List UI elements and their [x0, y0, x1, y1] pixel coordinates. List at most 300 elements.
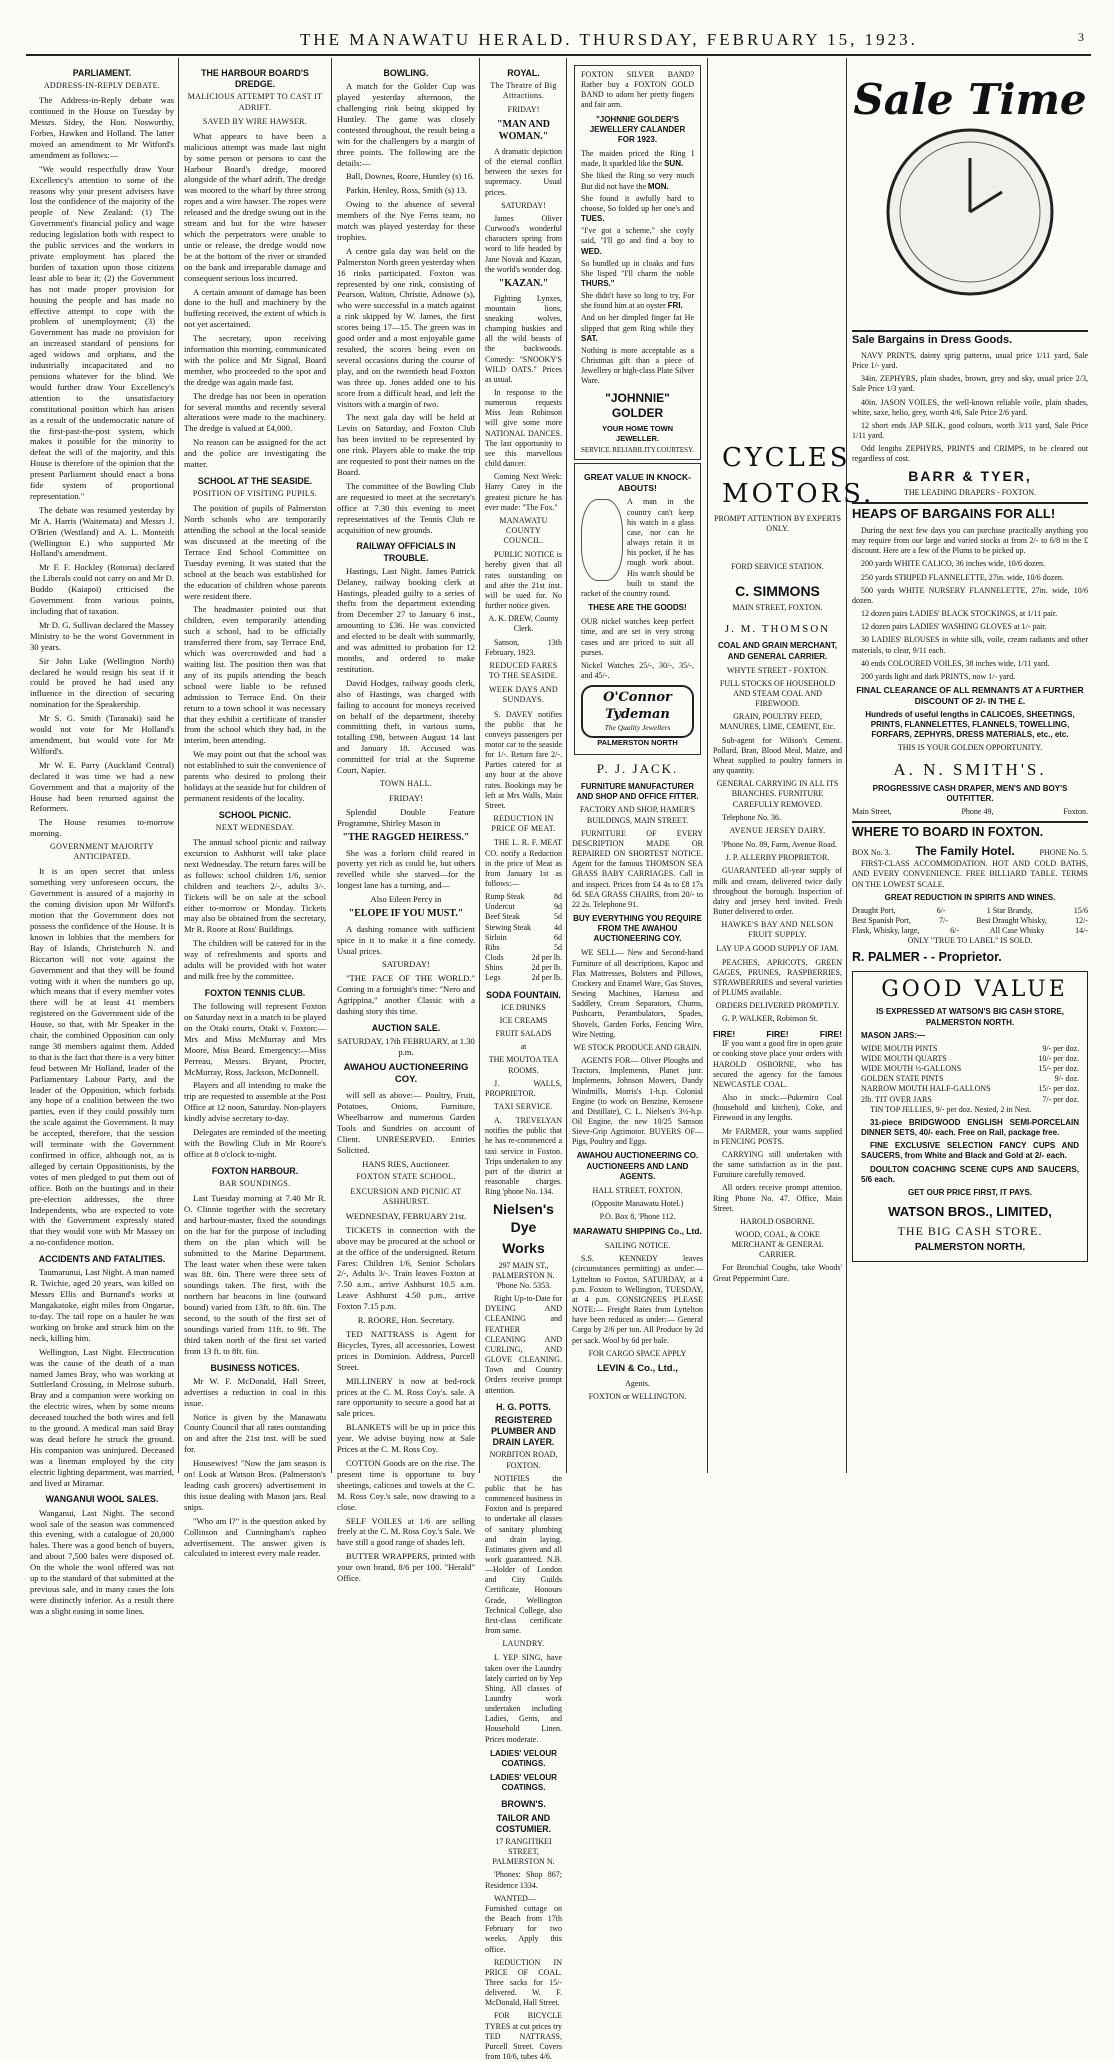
fruit-supply-heading: HAWKE'S BAY AND NELSON FRUIT SUPPLY. — [721, 920, 834, 940]
article-paragraph: Notice is given by the Manawatu County Council that all rates outstanding on and after the 21st inst. will be sued for. — [184, 1411, 326, 1455]
article-paragraph: The following will represent Foxton on Saturday next in a match to be played on the Otaki courts, Otaki v. Foxton:—Mrs and Miss McMurray and Mrs Moore, Miss Beard. Emergency:—Miss Perreau, Messrs. Bryant, Procter, McMurray, Ross, Jackson, McDonnell. — [184, 1001, 326, 1077]
day-label: FRIDAY! — [507, 105, 540, 115]
barr-tyer-name: BARR & TYER, — [908, 467, 1032, 484]
spirit-name: Best Draught Whisky, — [976, 916, 1047, 926]
bargains-opportunity: THIS IS YOUR GOLDEN OPPORTUNITY. — [897, 743, 1043, 753]
calendar-line — [581, 194, 694, 224]
meat-cut: Shins — [485, 963, 503, 973]
headline-business-notices: BUSINESS NOTICES. — [210, 1362, 300, 1373]
article-paragraph: No reason can be assigned for the act and the police are investigating the matter. — [184, 437, 326, 470]
barr-tyer-ad — [852, 330, 1088, 498]
calendar-text: So bundled up in cloaks and furs She lisped "I'll charm the noble — [581, 258, 694, 278]
article-paragraph: She was a forlorn child reared in poverty yet rich as could be, but others revelled while she starved—for the longest lane has a turning, and— — [337, 847, 475, 891]
article-paragraph: Mr S. G. Smith (Taranaki) said he would not vote for Mr Holland's amendment, but would vote for Mr Wilford's. — [30, 713, 174, 756]
subhead-saved: SAVED BY WIRE HAWSER. — [202, 116, 308, 126]
headline-school-seaside: SCHOOL AT THE SEASIDE. — [197, 476, 313, 486]
meat-price-row — [485, 892, 562, 902]
buy-everything-heading: BUY EVERYTHING YOU REQUIRE FROM THE AWAHOU AUCTIONEERING COY. — [573, 914, 702, 944]
headline-school-picnic: SCHOOL PICNIC. — [218, 809, 292, 820]
calendar-line — [581, 171, 694, 191]
calendar-text: She didn't have so long to try, For she found him at an oyster — [581, 291, 694, 311]
hotel-name: The Family Hotel. — [915, 844, 1015, 859]
fruit-supply-jam: LAY UP A GOOD SUPPLY OF JAM. — [716, 944, 839, 954]
article-paragraph: James Oliver Curwood's wonderful characters spring from word to life headed by Jane Novak and Kazan, the world's wonder dog. — [485, 213, 562, 274]
knockabouts-prices: Nickel Watches 25/-, 30/-, 35/-, and 45/-. — [581, 660, 694, 680]
article-paragraph: PUBLIC NOTICE is hereby given that all rates outstanding on and after the 21st inst. will be sued for. No further notice given. — [485, 550, 562, 611]
fire-word: FIRE! — [819, 1028, 842, 1039]
headline-soda-fountain: SODA FOUNTAIN. — [486, 989, 561, 1000]
jar-row — [861, 1084, 1079, 1094]
awahou-address: HALL STREET, FOXTON. — [592, 1185, 683, 1195]
thomson-carrying: GENERAL CARRYING IN ALL ITS BRANCHES. FURNITURE CAREFULLY REMOVED. — [716, 779, 839, 809]
headline-potts: H. G. POTTS. — [496, 1401, 551, 1412]
good-value-subtitle: IS EXPRESSED AT WATSON'S BIG CASH STORE, PALMERSTON NORTH. — [876, 1007, 1064, 1027]
subhead-week-days: WEEK DAYS AND SUNDAYS. — [489, 685, 558, 705]
meat-price-row — [485, 912, 562, 922]
fire-word: FIRE! — [713, 1028, 736, 1039]
notice-date: Sanson, 13th February, 1923. — [485, 637, 562, 657]
headline-meat-price: REDUCTION IN PRICE OF MEAT. — [491, 814, 556, 834]
dress-goods-item: Odd lengths ZEPHYRS, PRINTS and CRIMPS, to be cleared out regardless of cost. — [852, 444, 1088, 464]
meat-price-row — [485, 923, 562, 933]
shipping-apply: FOR CARGO SPACE APPLY — [588, 1348, 687, 1358]
article-paragraph: Delegates are reminded of the meeting with the Bowling Club in Mr Roore's office at 8 o'clock to-night. — [184, 1127, 326, 1159]
classified-ad: FOR BICYCLE TYRES at cut prices try TED NATTRASS, Purcell Street. Covers from 10/6, tubes 4/6. — [485, 2011, 562, 2062]
article-paragraph: A dramatic depiction of the eternal conflict between the sexes for supremacy. Usual prices. — [485, 147, 562, 197]
meat-cut: Rump Steak — [485, 892, 525, 902]
headline-browns: BROWN'S. — [501, 1799, 546, 1810]
article-paragraph: Parkin, Henley, Ross, Smith (s) 13. — [346, 185, 467, 196]
article-paragraph: The next gala day will be held at Levin on Saturday, and Foxton Club has been invited to be represented by one rink. Players able to make the trip are requested to post their names on the Board. — [337, 412, 475, 477]
meat-price: 2d per lb. — [531, 953, 562, 963]
oconnor-tydeman-logo — [581, 685, 694, 738]
meat-cut: Sirloin — [485, 932, 507, 942]
soda-item: ICE DRINKS — [501, 1002, 546, 1012]
fire-body: All orders receive prompt attention. Ring Phone No. 47. Office, Main Street. — [713, 1183, 842, 1213]
article-paragraph: Owing to the absence of several members of the Nye Ferns team, no match was played yesterday for these trophies. — [337, 199, 475, 242]
dairy-proprietor: J. P. ALLERBY PROPRIETOR. — [725, 853, 830, 863]
knockabouts-body: A man in the country can't keep his watch in a glass case, nor can he always retain it in his pocket, if he has rough work about. His watch should be built to stand the racket of the country round. — [581, 497, 694, 598]
buy-everything-body: WE SELL— New and Second-hand Furniture of all descriptions, Kapoc and Flax Mattresses, Bolsters and Pillows, Crockery and Enamel Ware, Gas Stoves, Sewing Machines, Harness and Saddlery, Cream Separators, Churns, Pushcarts, Perambulators, Spades, Shovels, Garden Forks, Fencing Wire, Wire Netting. — [572, 948, 703, 1039]
article-paragraph: We may point out that the school was not established to suit the convenience of parents who desired to prolong their holidays at the seaside but for children of permanent residents of the locality. — [184, 749, 326, 803]
bargains-final: FINAL CLEARANCE OF ALL REMNANTS AT A FURTHER DISCOUNT OF 2/- IN THE £. — [856, 684, 1084, 706]
hotel-box: BOX No. 3. — [852, 848, 891, 858]
column-divider — [178, 58, 179, 1473]
fire-body: Also in stock:—Pukemiro Coal (household and kitchen), Coke, and Firewood in any lengths. — [713, 1093, 842, 1123]
address: 17 RANGITIKEI STREET, PALMERSTON N. — [492, 1836, 555, 1867]
headline-laundry: LAUNDRY. — [502, 1639, 545, 1649]
classified-ad: BLANKETS will be up in price this year. We advise buying now at Sale Prices at the C. M. Ross Coy. — [337, 1422, 475, 1455]
article-paragraph: The committee of the Bowling Club are requested to meet at the secretary's office at 7.30 this evening to meet representatives of the Tennis Club re acquisition of new grounds. — [337, 480, 475, 535]
logo-name: O'Connor Tydeman — [603, 690, 672, 722]
cough-cure: For Bronchial Coughs, take Woods' Great Peppermint Cure. — [713, 1263, 842, 1283]
dye-works-address: 297 MAIN ST., PALMERSTON N. 'Phone No. 5353. — [492, 1260, 555, 1291]
article-paragraph: THE L. R. F. MEAT CO. notify a Reduction in the price of Meat as from January 1st as follows:— — [485, 838, 562, 889]
dress-goods-item: 40in. JASON VOILES, the well-known reliable voile, plain shades, white, saxe, helio, grey, worth 4/6, Sale Price 2/6 yard. — [852, 397, 1088, 417]
jar-item: GOLDEN STATE PINTS — [861, 1074, 944, 1084]
jar-price: 10/- per doz. — [1038, 1054, 1079, 1064]
mason-jars-list — [861, 1044, 1079, 1105]
article-paragraph: It is an open secret that unless something very unforeseen occurs, the Government is assured of a majority in the coming division upon Mr Wilford's motion that the Government does not possess the confidence of the House. It is known in lobbies that the members for Bay of Islands, Christchurch N. and Riccarton will not vote against the Government and that they will be found voting with it when the numbers go up, which means that if every member votes there will be at least 41 members registered on the Government side of the House, so that, with Mr Speaker in the chair, the combined Opposition can only range 38 members against them. Added to that is the fact that there is a very bitter feud between Mr Holland, leader of the Parliamentary Labour Party, and the leader of the Opposition, which forbids any hope of a coalition between the two parties, even if they could possibly turn the scale against the Government. It may be accepted, therefore, that the session will terminate with the Government confirmed in office, although not, as is alleged by certain Oppositionists, by the votes of men pledged to put them out of office. Both on the hustings and in their pre-election addresses, the three Independents, who are expected to vote with the Government expressly stated that they would vote with Mr Massey on a no-confidence motion. — [30, 866, 174, 1248]
bargain-item: 12 dozen pairs LADIES' WASHING GLOVES at 1/- pair. — [861, 622, 1047, 632]
column-divider — [846, 58, 847, 1473]
classified-ad: WANTED—Furnished cottage on the Beach from 17th February for two weeks. Apply this office. — [485, 1893, 562, 1954]
headline-foxton-harbour: FOXTON HARBOUR. — [211, 1165, 299, 1176]
bargain-item: 30 LADIES' BLOUSES in white silk, voile, cream radiants and other materials, to clear, 9/11 each. — [852, 635, 1088, 655]
dinner-sets: 31-piece BRIDGWOOD ENGLISH SEMI-PORCELAIN DINNER SETS, 40/- each. Free on Rail, package free. — [861, 1117, 1079, 1138]
dairy-heading: AVENUE JERSEY DAIRY. — [729, 825, 826, 835]
mason-jars-heading: MASON JARS:— — [861, 1030, 926, 1040]
an-smith-town: Foxton. — [1063, 807, 1088, 817]
signature: HANS RIES, Auctioneer. — [362, 1158, 450, 1169]
headline-taxi: TAXI SERVICE. — [493, 1102, 554, 1111]
spirits-row — [852, 916, 1088, 926]
watson-name: WATSON BROS., LIMITED, — [888, 1204, 1052, 1220]
meat-cut: Undercut — [485, 902, 515, 912]
article-paragraph: What appears to have been a malicious attempt was made last night by some person or persons to cast the Harbour Board's dredge, moored alongside of the wharf adrift. The dredge was moored to the wharf by three strong ropes and a wire hawser. The ropes were released and the dredge swung out in the stream and but for the wire hawser which the perpetrators were unable to untie or release, the dredge would now be at the bottom of the river or stranded on the bank and irreparable damage and consequent serious loss incurred. — [184, 130, 326, 283]
calendar-line — [581, 313, 694, 343]
meat-price-row — [485, 963, 562, 973]
spirit-price: 6/- — [936, 905, 946, 915]
classified-ad: SELF VOILES at 1/6 are selling freely at the C. M. Ross Coy.'s Sale. We have still a good range of shades left. — [337, 1515, 475, 1548]
article-paragraph: The secretary, upon receiving information this morning, communicated with the police and Mr Signal, Board member, who proceeded to the spot and the dredge was again made fast. — [184, 333, 326, 387]
article-paragraph: A match for the Golder Cup was played yesterday afternoon, the challenging rink being skipped by Huntley. The game was closely contested throughout, the result being a win for the challengers by a margin of three points. The following are the details:— — [337, 81, 475, 168]
headline-bowling: BOWLING. — [383, 68, 429, 78]
article-paragraph: Mr W. F. McDonald, Hall Street, advertises a reduction in coal in this issue. — [184, 1375, 326, 1408]
bargain-item: 40 ends COLOURED VOILES, 38 inches wide, 1/11 yard. — [861, 658, 1050, 668]
fruit-supply-body: PEACHES, APRICOTS, GREEN GAGES, PRUNES, RASPBERRIES, STRAWBERRIES and several varieties of PLUMS available. — [713, 957, 842, 998]
article-paragraph: The position of pupils of Palmerston North schools who are temporarily attending the school at the local seaside was discussed at the meeting of the Terrace End School Committee on Tuesday evening. It was stated that the school at the beach was established for the education of children whose parents were resident there. — [184, 503, 326, 601]
meat-price-list — [485, 892, 562, 983]
simmons-name: C. SIMMONS — [735, 582, 820, 599]
subhead-visiting-pupils: POSITION OF VISITING PUPILS. — [192, 489, 318, 499]
logo-town: PALMERSTON NORTH — [597, 737, 678, 747]
knockabouts-ad — [574, 463, 701, 755]
article-paragraph: Coming Next Week: Harry Carey in the greatest picture he has ever made: "The Fox." — [485, 472, 562, 512]
soda-item: ICE CREAMS — [499, 1015, 548, 1025]
calendar-text: She liked the Ring so very much But did not have the — [581, 171, 694, 191]
excursion-date: WEDNESDAY, FEBRUARY 21st. — [345, 1210, 467, 1221]
jar-row — [861, 1095, 1079, 1105]
jar-row — [861, 1054, 1079, 1064]
address: NORBITON ROAD, FOXTON. — [489, 1450, 558, 1470]
headline-dredge: THE HARBOUR BOARD'S DREDGE. — [201, 68, 309, 90]
spirits-price-list — [852, 906, 1088, 936]
watson-subtitle: THE BIG CASH STORE. — [897, 1223, 1043, 1238]
day-label: FRIDAY! — [388, 793, 424, 804]
value-reliability: RELIABILITY — [612, 446, 656, 455]
meat-cut: Clods — [485, 953, 504, 963]
meat-price: 6d — [554, 932, 562, 942]
article-paragraph: Last Tuesday morning at 7.40 Mr R. O. Clinnie together with the secretary and harbour-master, fixed the soundings on the bar for the purpose of including them on the plan which will be submitted to the Marine Department. The least water when these were taken was 8ft. 6in. There were three sets of soundings taken. The first, with the northern bar beacons in line (outward bound) varied from 13ft. to 8ft. 6in. The second, to the south of the first set of soundings varied from 11ft. to 9ft. The third taken north of the first set varied from 13 ft. to 8ft. 6in. — [184, 1193, 326, 1356]
feature-title: "KAZAN." — [498, 277, 549, 289]
jar-item: NARROW MOUTH HALF-GALLONS — [861, 1084, 991, 1094]
article-paragraph: The dredge has not been in operation for several months and recently several alterations were made to the machinery. The dredge is valued at £4,000. — [184, 390, 326, 434]
buy-everything-body-2: AGENTS FOR— Oliver Ploughs and Tractors, Implements, Planet junr. Implements, Johnson Mowers, Dandy Windmills, Morris's 1-h.p. Colonial Engine (to work on Benzine, Kerosene and Distillate), C. L. Nielsen's 3½-h.p. Oil Engine, the new 10/25 Samson Sieve-Grip Agrimotor. BUYERS OF— Pigs, Poultry and Eggs. — [572, 1056, 703, 1147]
watson-bros-ad — [852, 971, 1088, 1262]
classified-ad: MILLINERY is now at bed-rock prices at the C. M. Ross Coy's. sale. A rare opportunity to secure a good hat at sale prices. — [337, 1375, 475, 1419]
price-first: GET OUR PRICE FIRST, IT PAYS. — [907, 1187, 1033, 1197]
article-paragraph: Ball, Downes, Roore, Huntley (s) 16. — [346, 171, 475, 182]
family-hotel-ad — [852, 821, 1088, 965]
calendar-line — [581, 149, 694, 169]
jar-row — [861, 1044, 1079, 1054]
bargains-heading: HEAPS OF BARGAINS FOR ALL! — [852, 506, 1056, 522]
article-paragraph: Players and all intending to make the trip are requested to assemble at the Post Office at 12 noon, Saturday. Non-players kindly advise secretary to-day. — [184, 1080, 326, 1124]
article-paragraph: A. TREVELYAN notifies the public that he has re-commenced a taxi service in Foxton. Trips undertaken to any part of the district at reasonable charges. Ring 'phone No. 134. — [485, 1116, 562, 1197]
phones: 'Phones: Shop 867; Residence 1334. — [485, 1870, 562, 1890]
thomson-phone: Telephone No. 36. — [722, 812, 781, 822]
dairy-phone: 'Phone No. 89, Farm, Avenue Road. — [722, 840, 837, 850]
pj-jack-name: P. J. JACK. — [596, 761, 679, 777]
subhead-excursion: EXCURSION AND PICNIC AT ASHHURST. — [350, 1186, 462, 1206]
article-paragraph: Hastings, Last Night. James Patrick Delaney, railway booking clerk at Hastings, pleaded guilty to a series of thefts from the department extending from December 27 to January 6 inst., amounting to £36. He was convicted and elected to be dealt with summarily, and was admitted to probation for 12 months, and ordered to make restitution. — [337, 565, 475, 674]
meat-price: 4d — [554, 922, 562, 932]
meat-price: 5d — [554, 912, 562, 922]
jar-price: 9/- per doz. — [1042, 1043, 1079, 1053]
dress-goods-heading: Sale Bargains in Dress Goods. — [852, 334, 1013, 346]
calendar-day: SUN. — [664, 159, 684, 169]
sale-time-banner — [852, 62, 1088, 330]
jeweller-name: "JOHNNIE" GOLDER — [605, 390, 670, 420]
awahou-address-2: (Opposite Manawatu Hotel.) — [591, 1199, 684, 1209]
fire-banner — [713, 1029, 842, 1040]
good-value-title: GOOD VALUE — [881, 977, 1068, 1003]
meat-price-row — [485, 953, 562, 963]
sale-time-illustration — [852, 62, 1088, 324]
calendar-text: "I've got a scheme," she coyly said, "I'll go and find a boy to — [581, 226, 694, 246]
bargain-item: 200 yards light and dark PRINTS, now 1/- yard. — [861, 671, 1016, 681]
subhead-address-debate: ADDRESS-IN-REPLY DEBATE. — [43, 81, 161, 91]
thomson-grain: GRAIN, POULTRY FEED, MANURES, LIME, CEMENT, Etc. — [719, 712, 836, 732]
day-label: SATURDAY! — [382, 959, 430, 970]
calendar-text: The maiden priced the Ring I made, It sparkled like the — [581, 149, 694, 169]
spirit-name: 1 Star Brandy, — [986, 905, 1033, 915]
meat-price-row — [485, 973, 562, 983]
article-paragraph: Wellington, Last Night. Electrocution was the cause of the death of a man named James Bray, who was working at Suttlerland Crossing, in Melrose suburb. Bray and a companion were working on the electric wires, when by some means deceased touched the both wires and fell to the ground. A medical man said Bray was dead before he struck the ground. His companion was uninjured. Deceased was a lineman employed by the city electric lighting department, was married, and lived at Miramar. — [30, 1346, 174, 1488]
article-paragraph: Also Eileen Percy in — [370, 894, 442, 905]
cycles-prompt: PROMPT ATTENTION BY EXPERTS ONLY. — [714, 514, 841, 534]
meat-cut: Ribs — [485, 942, 500, 952]
meat-cut: Legs — [485, 973, 501, 983]
article-paragraph: Fighting Lynxes, mountain lions, sneaking wolves, champing huskies and all the wild beasts of the backwoods. Comedy: "SNOOKY'S WILD OATS." Prices as usual. — [485, 293, 562, 384]
pj-jack-heading: FURNITURE MANUFACTURER AND SHOP AND OFFICE FITTER. — [576, 781, 699, 801]
article-paragraph: "Who am I?" is the question asked by Collinson and Cunningham's rapheo advertisement. The answer given is calculated to interest every male reader. — [184, 1515, 326, 1559]
spirit-price: 6/- — [950, 926, 960, 936]
column-2 — [180, 60, 330, 1559]
jeweller-tagline: YOUR HOME TOWN JEWELLER. — [601, 424, 674, 443]
logo-subtitle: The Quality Jewellers — [604, 723, 671, 733]
article-paragraph: A dashing romance with sufficient spice in it to make it a fine comedy. Usual prices. — [337, 923, 475, 956]
classified-ad: TED NATTRASS is Agent for Bicycles, Tyres, all accessories, Lowest prices in Dominion. Address, Purcell Street. — [337, 1329, 475, 1372]
velour-coatings: LADIES' VELOUR COATINGS. — [490, 1773, 557, 1793]
headline-royal: ROYAL. — [507, 68, 540, 78]
headline-tennis-club: FOXTON TENNIS CLUB. — [204, 987, 306, 998]
dairy-body: GUARANTEED all-year supply of milk and cream, delivered twice daily throughout the borough. Inspection of dairy and jersey herd invited. Fresh Butter delivered to order. — [713, 866, 842, 916]
article-paragraph: Housewives! "Now the jam season is on! Look at Watson Bros. (Palmerston's leading cash grocers) advertisement in this issue dealing with Mason jars. Real snips. — [184, 1458, 326, 1512]
thomson-body: Sub-agent for Wilson's Cement. Pollard, Bran, Blood Meal, Maize, and Wheat supplied to poultry farmers in any quantity. — [713, 735, 842, 776]
feature-title: "MAN AND WOMAN." — [496, 118, 551, 143]
knockabouts-title: GREAT VALUE IN KNOCK-ABOUTS! — [584, 471, 691, 493]
jar-item: WIDE MOUTH PINTS — [861, 1043, 938, 1053]
article-paragraph: The debate was resumed yesterday by Mr A. Harris (Waitemata) and Messrs J. O'Brien (Westland) and A. L. Monteith (Wellington E.) who supported Mr Holland's amendment. — [30, 504, 174, 559]
sale-time-word: Sale Time — [853, 75, 1087, 124]
article-paragraph: S. DAVEY notifies the public that he conveys passengers per motor car to the seaside for 1/-. Return fare 2/-. Parties catered for at any hour at the above rates. Bookings may be left at Mrs Walls, Main Street. — [485, 709, 562, 810]
spirit-name: All Case Whisky — [989, 926, 1045, 936]
fire-trade: WOOD, COAL, & COKE MERCHANT & GENERAL CARRIER. — [731, 1229, 824, 1260]
bargain-item: 200 yards WHITE CALICO, 36 inches wide, 10/6 dozen. — [861, 559, 1046, 569]
classified-ad: REDUCTION IN PRICE OF COAL. Three sacks for 15/- delivered. W. F. McDonald, Hall Street. — [485, 1957, 562, 2008]
jar-price: 7/- per doz. — [1042, 1094, 1079, 1104]
calendar-day: MON. — [647, 181, 669, 191]
article-paragraph: will sell as above:— Poultry, Fruit, Potatoes, Onions, Furniture, Wheelbarrow and numerous Garden Tools and Sundries on account of Client. UNRESERVED. Entries Solicited. — [337, 1090, 475, 1155]
article-paragraph: Taumarunui, Last Night. A man named R. Twichie, aged 20 years, was killed on Messrs Ellis and Burnand's works at Mangakatoke, eight miles from Ongarue, to-day. The tail rope on a hauler he was working on broke and struck him on the neck, killing him. — [30, 1267, 174, 1343]
classified-ad: BUTTER WRAPPERS, printed with your own brand, 8/6 per 100. "Herald" Office. — [337, 1551, 475, 1584]
article-paragraph: "THE FACE OF THE WORLD." Coming in a fortnight's time: "Nero and Agrippina," another Classic with a dashing story this time. — [337, 973, 475, 1017]
jeweller-intro: FOXTON SILVER BAND? Rather buy a FOXTON GOLD BAND to adorn her pretty fingers and fair arm. — [581, 70, 694, 110]
masthead-title: THE MANAWATU HERALD. THURSDAY, FEBRUARY 15, 1923. — [300, 30, 918, 49]
meat-price: 8d — [554, 892, 562, 902]
barr-tyer-subtitle: THE LEADING DRAPERS - FOXTON. — [903, 488, 1037, 498]
article-paragraph: Mr W. E. Parry (Auckland Central) declared it was time we had a new Government and that a majority of the House had been returned against the Reformers. — [30, 759, 174, 814]
article-paragraph: TICKETS in connection with the above may be procured at the school or at the office of the undersigned. Return Fares: Children 1/6, Senior Scholars 2/-, Adults 3/-. Train leaves Foxton at 7.50 a.m., arrive Ashhurst 10.5 a.m. Leave Ashhurst 4.50 p.m., arrive Foxton 7.15 p.m. — [337, 1224, 475, 1312]
dress-goods-item: 34in. ZEPHYRS, plain shades, brown, grey and sky, usual price 2/3, Sale Price 1/3 yard. — [852, 374, 1088, 394]
meat-cut: Stewing Steak — [485, 922, 531, 932]
headline-government-majority: GOVERNMENT MAJORITY ANTICIPATED. — [50, 842, 154, 862]
hotel-proprietor: R. PALMER - - Proprietor. — [852, 949, 1002, 964]
true-to-label: ONLY "TRUE TO LABEL" IS SOLD. — [907, 936, 1033, 946]
awahou-address-3: P.O. Box 8, 'Phone 112. — [599, 1212, 676, 1222]
column-7 — [848, 60, 1092, 1470]
knockabouts-heading: THESE ARE THE GOODS! — [588, 603, 687, 613]
column-divider — [479, 58, 480, 1473]
bargain-item: 500 yards WHITE NURSERY FLANNELETTE, 27in. wide, 10/6 dozen. — [852, 585, 1088, 605]
fire-body: Mr FARMER, your wants supplied in FENCING POSTS. — [713, 1126, 842, 1146]
calendar-day: THURS." — [581, 278, 615, 288]
dress-goods-item: 12 short ends JAP SILK, good colours, worth 3/11 yard, Sale Price 1/11 yard. — [852, 420, 1088, 441]
article-paragraph: A certain amount of damage has been done to the hull and machinery by the buffeting received, the extent of which is not yet ascertained. — [184, 286, 326, 330]
spirit-price: 15/6 — [1073, 905, 1088, 915]
headline-railway-officials: RAILWAY OFFICIALS IN TROUBLE. — [356, 541, 456, 563]
soda-item: at — [520, 1042, 527, 1052]
jar-row — [861, 1074, 1079, 1084]
thomson-stocks: FULL STOCKS OF HOUSEHOLD AND STEAM COAL AND FIREWOOD. — [719, 678, 836, 709]
auctioneer-name: AWAHOU AUCTIONEERING COY. — [343, 1062, 469, 1086]
article-paragraph: Mr F. F. Hockley (Rotorua) declared the Liberals could not carry on and Mr D. Buddo (Kaiapoi) criticised the Government from various points, including that of taxation. — [30, 562, 174, 617]
day-label: SATURDAY! — [501, 200, 546, 210]
shipping-agent: LEVIN & Co., Ltd., — [597, 1362, 678, 1374]
headline-county-council: MANAWATU COUNTY COUNCIL. — [499, 515, 548, 546]
article-paragraph: L YEP SING, have taken over the Laundry lately carried on by Yep Shing. All classes of Laundry work undertaken including Ladies, Gents, and Household Linen. Prices moderate. — [485, 1653, 562, 1744]
board-heading: WHERE TO BOARD IN FOXTON. — [852, 825, 1044, 840]
jar-price: 9/- doz. — [1054, 1074, 1079, 1084]
calendar-verse — [581, 149, 694, 344]
jar-price: 15/- per doz. — [1038, 1064, 1079, 1074]
watson-town: PALMERSTON NORTH. — [914, 1241, 1026, 1253]
calendar-line — [581, 226, 694, 256]
jar-item: WIDE MOUTH QUARTS — [861, 1054, 947, 1064]
fire-sig: HAROLD OSBORNE. — [740, 1216, 815, 1226]
value-service: SERVICE. — [581, 446, 612, 455]
subhead-next-wednesday: NEXT WEDNESDAY. — [215, 822, 295, 832]
article-paragraph: The headmaster pointed out that children, even temporarily attending such a school, had to be officially transferred there from, say Terrace End, which was overcrowded and had a waiting list. The position then was that any of its pupils attending the beach school were liable to be refused admission to Terrace End. On their return to a town school it was necessary that they exhibit a certificate of transfer from the school which they had, in the interim, been attending. — [184, 604, 326, 746]
jeweller-tail: Nothing is more acceptable as a Christmas gift than a piece of Jewellery or high-class Plate Silver Ware. — [581, 345, 694, 386]
article-paragraph: Right Up-to-Date for DYEING AND CLEANING and FEATHER CLEANING AND CURLING, AND GLOVE CLEANING. Town and Country Orders receive prompt attention. — [485, 1294, 562, 1395]
headline-town-hall: TOWN HALL. — [379, 778, 433, 788]
thomson-heading: COAL AND GRAIN MERCHANT, AND GENERAL CARRIER. — [717, 641, 838, 661]
ford-service: FORD SERVICE STATION. — [731, 562, 824, 572]
shipping-agent-3: FOXTON or WELLINGTON. — [588, 1392, 687, 1402]
shipping-body: S.S. KENNEDY leaves (circumstances permitting) as under:— Lyttelton to Foxton, SATURDAY, at 4 p.m. Foxton to Wellington, TUESDAY, at 4 p.m. CONSIGNEES PLEASE NOTE:— Freight Rates from Lyttelton have been reduced as under:— General Cargo by 2/6 per ton. All Produce by 2d per sack. Wool by 6d per bale. — [572, 1254, 703, 1345]
column-divider — [566, 58, 567, 1473]
headline-parliament: PARLIAMENT. — [72, 68, 132, 78]
fire-body: IF you want a good fire in open grate or cooking stove place your orders with HAROLD OSBORNE, who has secured the agency for the famous NEWCASTLE COAL. — [713, 1039, 842, 1089]
dye-works-title-2: Works — [502, 1239, 545, 1256]
shipping-heading: MARAWATU SHIPPING Co., Ltd. — [573, 1226, 702, 1237]
fancy-cups: FINE EXCLUSIVE SELECTION FANCY CUPS AND SAUCERS, from White and Black and Gold at 2/- each. — [861, 1141, 1079, 1161]
velour-coatings: LADIES' VELOUR COATINGS. — [490, 1748, 557, 1768]
calendar-text: And on her dimpled finger fat He slipped that gem Ring while they — [581, 313, 694, 333]
spirits-row — [852, 906, 1088, 916]
calendar-line — [581, 291, 694, 311]
headline-accidents: ACCIDENTS AND FATALITIES. — [38, 1254, 166, 1265]
feature-title: "THE RAGGED HEIRESS." — [342, 831, 470, 843]
spirit-price: 12/- — [1075, 916, 1088, 926]
spirit-price: 14/- — [1075, 926, 1088, 936]
subhead-theatre: The Theatre of Big Attractions. — [490, 81, 557, 101]
article-paragraph: Sir John Luke (Wellington North) declared he would resign his seat if it could be proved he had used any influence in the direction of securing nomination for the Speakership. — [30, 655, 174, 710]
article-paragraph: A centre gala day was held on the Palmerston North green yesterday when 16 rinks participated. Foxton was represented by one rink, consisting of Pearson, Walton, Christie, Adnowe (s), who were successful in a match against a rink skipped by W. James, the first scores being 17—15. The green was in good order and a most enjoyable game resulted, the scores being even on several occasions during the course of play, and on the twentieth head Foxton was three up. Jones added one to his score from a difficult head, and left the visitors with a margin of two. — [337, 245, 475, 409]
spirit-name: Best Spanish Port, — [852, 916, 911, 926]
spirits-row — [852, 926, 1088, 936]
meat-cut: Beef Steak — [485, 912, 520, 922]
hotel-body: FIRST-CLASS ACCOMMODATION. HOT AND COLD BATHS, AND EVERY CONVENIENCE. FREE BILLIARD TABLE. TERMS ON THE LOWEST SCALE. — [852, 859, 1088, 889]
article-paragraph: The children will be catered for in the way of refreshments and sports and adults will be provided with hot water and milk free by the committee. — [184, 938, 326, 981]
subhead-plumber: REGISTERED PLUMBER AND DRAIN LAYER. — [491, 1414, 556, 1448]
spirit-name: Flask, Whisky, large, — [852, 926, 920, 936]
meat-price: 2d per lb. — [531, 963, 562, 973]
masthead-rule — [26, 54, 1091, 56]
article-paragraph: NOTIFIES the public that he has commenced business in Foxton and is prepared to undertake all classes of sanitary plumbing and drain laying. Estimates given and all work guaranteed. N.B.—Holder of London and City Guilds Certificate, Honours Grade, Wellington Technical College, also first-class certificate from same. — [485, 1473, 562, 1636]
jeweller-values — [581, 446, 694, 455]
column-divider — [707, 58, 708, 1473]
an-smith-address: Main Street, — [852, 807, 892, 817]
column-4 — [481, 60, 566, 2062]
meat-price-row — [485, 933, 562, 943]
article-paragraph: In response to the numerous requests Miss Jean Robinson will give some more NATIONAL DANCES. The last opportunity to see this marvellous child dancer. — [485, 387, 562, 469]
simmons-address: MAIN STREET, FOXTON. — [732, 603, 823, 613]
dress-goods-list — [852, 351, 1088, 465]
fire-body: CARRYING still undertaken with the same satisfaction as in the past. Furniture carefully removed. — [713, 1149, 842, 1180]
bargain-item: 250 yards STRIPED FLANNELETTE, 27in. wide, 10/6 dozen. — [861, 572, 1064, 582]
soda-venue: THE MOUTOA TEA ROOMS. — [488, 1055, 559, 1075]
pj-jack-address: FACTORY AND SHOP, HAMER'S BUILDINGS, MAIN STREET. — [579, 805, 696, 825]
soda-item: FRUIT SALADS — [495, 1029, 552, 1039]
meat-price: 5d — [554, 942, 562, 952]
classified-ad: COTTON Goods are on the rise. The present time is opportune to buy sheetings, calicoes and towels at the C. M. Ross Coy.'s sale, now drawing to a close. — [337, 1457, 475, 1512]
cycles-title: CYCLES — [722, 443, 851, 473]
spirit-price: 7/- — [939, 916, 948, 926]
calendar-text: She found it awfully hard to choose, So folded up her one's and — [581, 193, 694, 213]
knockabouts-body-2: OUR nickel watches keep perfect time, and are set in very strong cases and are priced to suit all purses. — [581, 617, 694, 657]
column-5 — [568, 60, 707, 1470]
thomson-name: J. M. THOMSON — [724, 623, 831, 636]
masthead — [0, 0, 1114, 60]
motors-title: MOTORS. — [722, 479, 875, 510]
shipping-subhead: SAILING NOTICE. — [604, 1241, 671, 1251]
column-divider — [331, 58, 332, 1473]
subhead-malicious-attempt: MALICIOUS ATTEMPT TO CAST IT ADRIFT. — [187, 92, 323, 112]
